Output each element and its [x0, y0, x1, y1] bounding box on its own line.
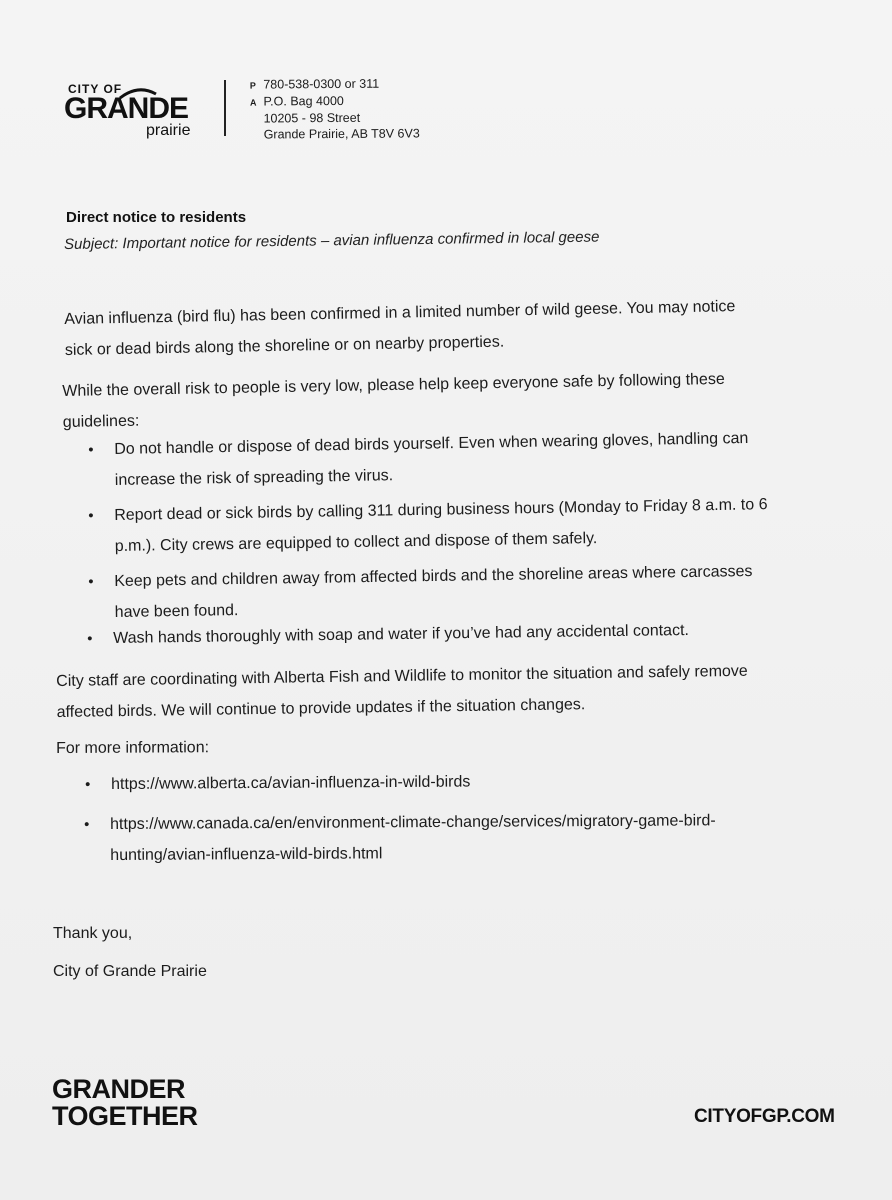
risk-line-2: guidelines:: [62, 412, 140, 431]
contact-address-1: P.O. Bag 4000: [263, 93, 344, 109]
contact-address-3: Grande Prairie, AB T8V 6V3: [263, 126, 420, 142]
footer-website[interactable]: CITYOFGP.COM: [694, 1106, 835, 1127]
info-link-item[interactable]: [85, 766, 471, 800]
guideline-line-1: Report dead or sick birds by calling 311 during business hours (Monday to Friday 8 a.m. to 6: [114, 496, 768, 524]
logo-city-of: CITY OF: [68, 82, 123, 96]
guideline-line-2: p.m.). City crews are equipped to collect and dispose of them safely.: [114, 529, 598, 555]
intro-line-2: sick or dead birds along the shoreline or on nearby properties.: [64, 333, 505, 359]
contact-address-2: 10205 - 98 Street: [263, 110, 361, 126]
coordination-line-2: affected birds. We will continue to provide updates if the situation changes.: [56, 696, 586, 721]
guideline-line-1: Wash hands thoroughly with soap and water if you’ve had any accidental contact.: [113, 621, 690, 647]
logo-prairie: prairie: [146, 122, 191, 139]
intro-line-1: Avian influenza (bird flu) has been confirmed in a limited number of wild geese. You may notice: [64, 298, 736, 328]
info-link-canada-line-1[interactable]: https://www.canada.ca/en/environment-climate-change/services/migratory-game-bird-: [110, 812, 716, 833]
signature-text: City of Grande Prairie: [53, 963, 207, 980]
intro-paragraph: [64, 291, 736, 366]
notice-subject: Subject: Important notice for residents – avian influenza confirmed in local geese: [64, 228, 600, 253]
guideline-item: [88, 489, 768, 562]
signature: [53, 956, 207, 987]
notice-heading: Direct notice to residents: [66, 209, 247, 226]
bullet-dot-icon: •: [85, 776, 91, 794]
bullet-dot-icon: •: [84, 816, 90, 834]
coordination-paragraph: [56, 656, 748, 728]
info-link-canada-line-2[interactable]: hunting/avian-influenza-wild-birds.html: [110, 845, 383, 864]
coordination-line-1: City staff are coordinating with Alberta Fish and Wildlife to monitor the situation and safely remove: [56, 662, 748, 690]
footer-slogan: [52, 1076, 198, 1130]
guideline-line-2: increase the risk of spreading the virus.: [114, 467, 394, 489]
guideline-line-1: Keep pets and children away from affected birds and the shoreline areas where carcasses: [114, 562, 753, 590]
bullet-dot-icon: •: [88, 573, 94, 591]
slogan-line-1: GRANDER: [52, 1074, 186, 1104]
bullet-dot-icon: •: [87, 630, 93, 648]
closing: [53, 918, 132, 949]
guideline-line-2: have been found.: [114, 602, 239, 621]
info-link-item[interactable]: [84, 805, 716, 871]
logo-grande: GRANDE: [64, 92, 189, 125]
more-info-text: For more information:: [56, 739, 210, 757]
guideline-line-1: Do not handle or dispose of dead birds yourself. Even when wearing gloves, handling can: [114, 429, 749, 458]
risk-line-1: While the overall risk to people is very low, please help keep everyone safe by following these: [62, 370, 725, 400]
slogan-line-2: TOGETHER: [52, 1101, 198, 1131]
contact-phone: 780-538-0300 or 311: [263, 76, 380, 92]
bullet-dot-icon: •: [88, 507, 94, 525]
closing-text: Thank you,: [53, 925, 133, 942]
phone-tag: P: [249, 80, 256, 91]
more-info-label: [56, 732, 209, 764]
guideline-item: [88, 423, 749, 496]
bullet-dot-icon: •: [88, 441, 94, 459]
address-tag: A: [249, 97, 257, 108]
info-link-alberta[interactable]: https://www.alberta.ca/avian-influenza-in-wild-birds: [111, 773, 471, 793]
guideline-item: [87, 615, 690, 654]
